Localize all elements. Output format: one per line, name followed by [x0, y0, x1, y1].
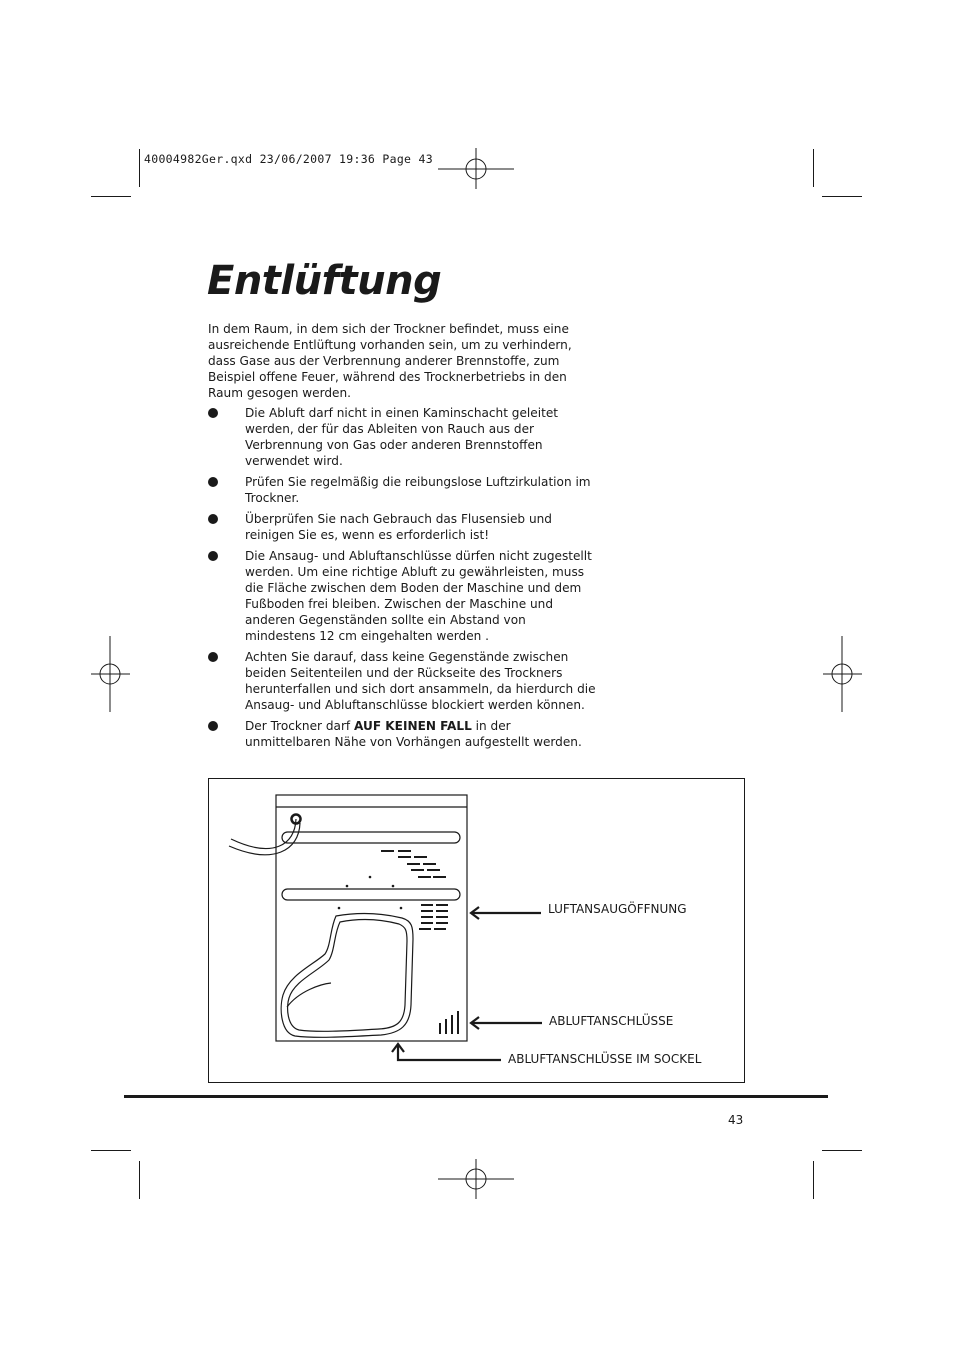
warning-emphasis: AUF KEINEN FALL — [354, 719, 472, 733]
drum-outline — [281, 914, 413, 1038]
upper-rail — [282, 832, 460, 843]
bullet-icon — [208, 652, 218, 662]
label-air-intake: LUFTANSAUGÖFFNUNG — [548, 902, 687, 916]
page-title: Entlüftung — [207, 258, 442, 304]
arrow-exhaust-base — [398, 1045, 501, 1060]
bullet-icon — [208, 408, 218, 418]
list-item: Die Ansaug- und Abluftanschlüsse dürfen nicht zugestellt werden. Um eine richtige Abluft zu gewährleisten, muss die Fläche zwischen dem Boden der Maschine und dem Fußboden frei bleiben. Zwischen der Maschine und anderen Gegenständen sollte ein Abstand von mindestens 12 cm eingehalten werden . — [208, 548, 598, 644]
bullet-list — [208, 405, 598, 750]
dryer-illustration — [209, 779, 744, 1082]
intro-paragraph: In dem Raum, in dem sich der Trockner befindet, muss eine ausreichende Entlüftung vorhanden sein, um zu verhindern, dass Gase aus der Verbrennung anderer Brennstoffe, zum Beispiel offene Feuer, während des Trocknerbetriebs in den Raum gesogen werden. — [208, 322, 572, 400]
crop-mark — [91, 196, 131, 197]
crop-mark — [813, 149, 814, 187]
label-exhaust-ports-base: ABLUFTANSCHLÜSSE IM SOCKEL — [508, 1052, 702, 1066]
footer-rule — [124, 1095, 828, 1098]
exhaust-hose — [231, 819, 296, 848]
list-item: Der Trockner darf AUF KEINEN FALL in der unmittelbaren Nähe von Vorhängen aufgestellt werden. — [208, 718, 598, 750]
crop-mark — [822, 196, 862, 197]
list-item: Überprüfen Sie nach Gebrauch das Flusensieb und reinigen Sie es, wenn es erforderlich ist! — [208, 511, 598, 543]
list-item: Die Abluft darf nicht in einen Kaminschacht geleitet werden, der für das Ableiten von Rauch aus der Verbrennung von Gas oder anderen Brennstoffen verwendet wird. — [208, 405, 598, 469]
dryer-rear-diagram — [208, 778, 745, 1083]
registration-mark-top — [466, 159, 486, 179]
crop-mark — [91, 1150, 131, 1151]
page-number: 43 — [728, 1113, 744, 1127]
body-text — [208, 321, 598, 755]
crop-mark — [139, 1161, 140, 1199]
bullet-icon — [208, 721, 218, 731]
intake-grille — [421, 904, 433, 906]
crop-mark — [139, 149, 140, 187]
exhaust-slots — [439, 1023, 441, 1034]
label-exhaust-ports: ABLUFTANSCHLÜSSE — [549, 1014, 674, 1028]
bullet-icon — [208, 514, 218, 524]
crop-mark — [822, 1150, 862, 1151]
list-item: Achten Sie darauf, dass keine Gegenstände zwischen beiden Seitenteilen und der Rückseite des Trockners herunterfallen und sich dort ansammeln, da hierdurch die Ansaug- und Abluftanschlüsse blockiert werden können. — [208, 649, 598, 713]
bullet-icon — [208, 477, 218, 487]
bullet-icon — [208, 551, 218, 561]
list-item: Prüfen Sie regelmäßig die reibungslose Luftzirkulation im Trockner. — [208, 474, 598, 506]
lower-rail — [282, 889, 460, 900]
crop-mark — [813, 1161, 814, 1199]
registration-mark-bottom — [466, 1169, 486, 1189]
registration-mark-right — [832, 664, 852, 684]
registration-mark-left — [100, 664, 120, 684]
print-slug: 40004982Ger.qxd 23/06/2007 19:36 Page 43 — [144, 152, 433, 166]
